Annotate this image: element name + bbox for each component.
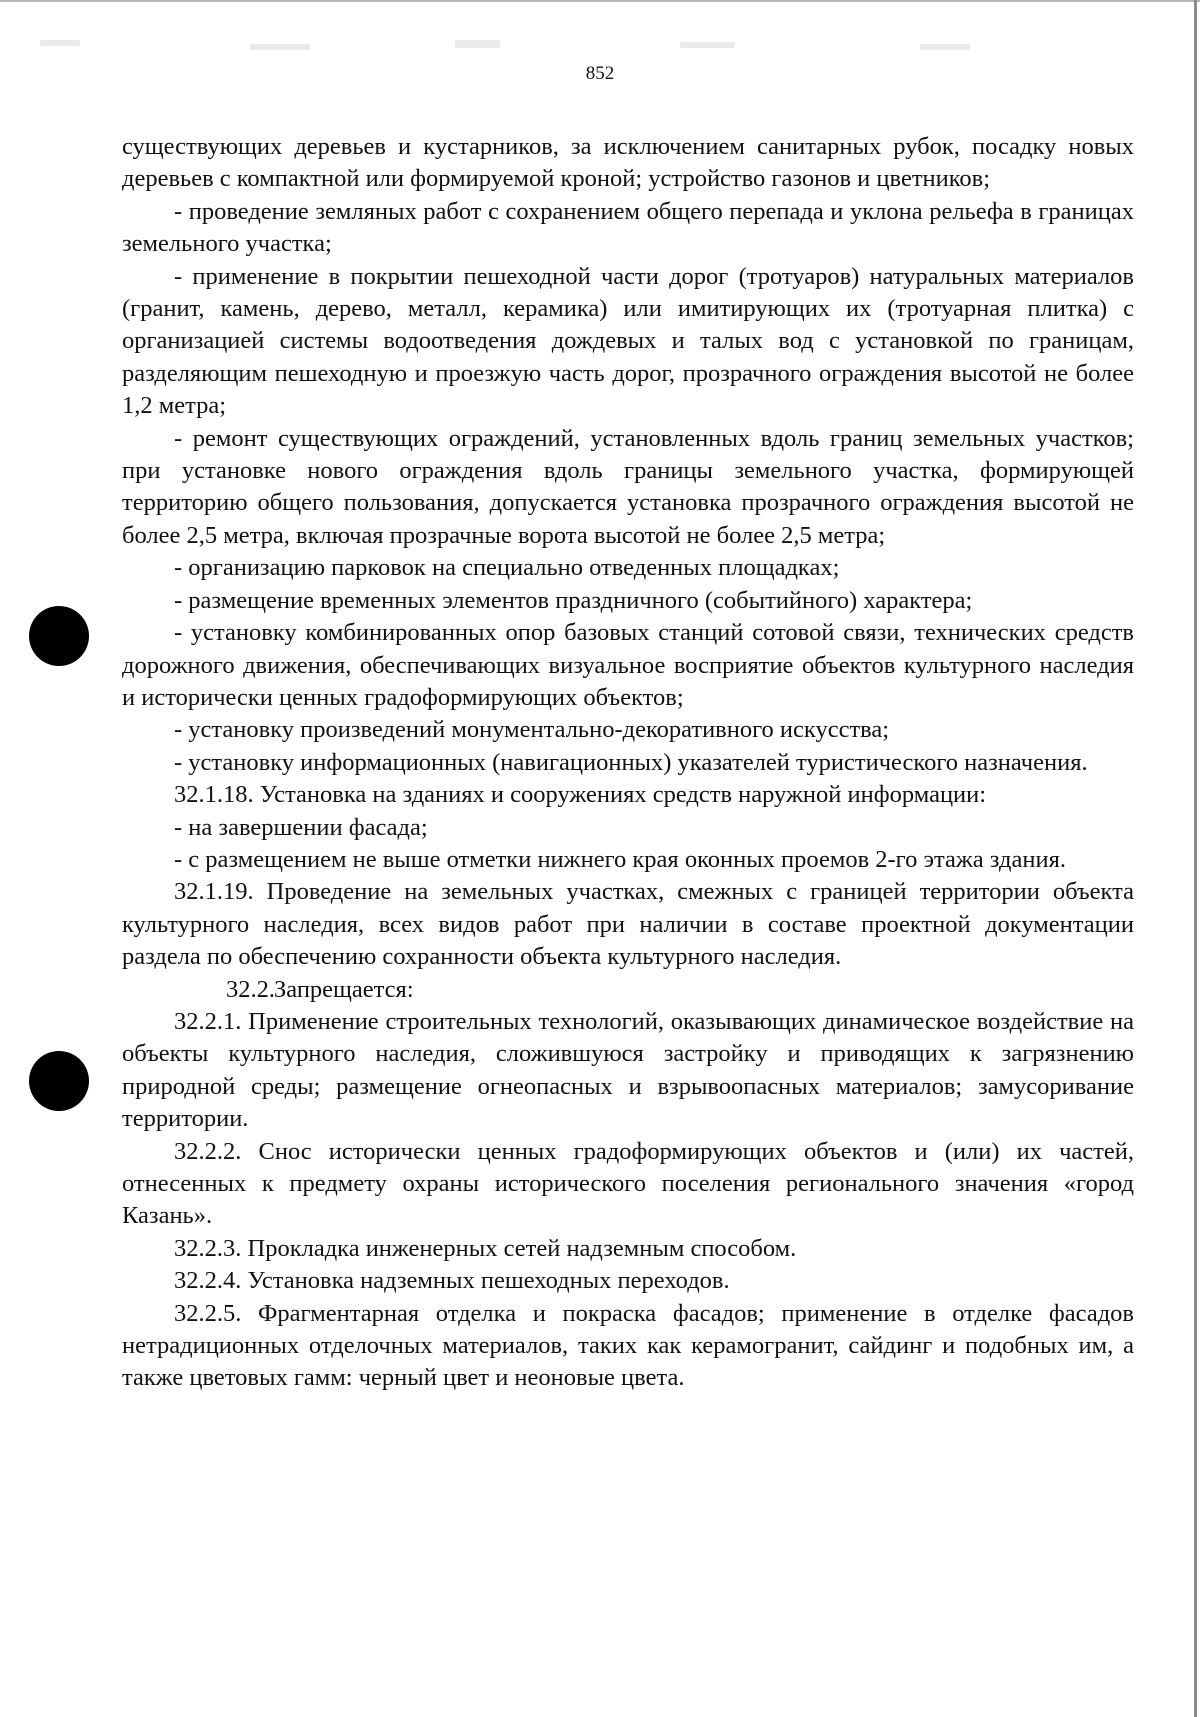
paragraph: - применение в покрытии пешеходной части дорог (тротуаров) натуральных материалов (гранит, камень, дерево, металл, керамика) или имитирующих их (тротуарная плитка) с организацией системы водоотведения дождевых и талых вод с установкой по границам, разделяющим пешеходную и проезжую часть дорог, прозрачного ограждения высотой не более 1,2 метра; bbox=[122, 262, 1134, 420]
paragraph: - установку произведений монументально-декоративного искусства; bbox=[174, 716, 890, 744]
scan-top-edge bbox=[0, 0, 1200, 2]
paragraph: - ремонт существующих ограждений, установленных вдоль границ земельных участков; при установке нового ограждения вдоль границы земельного участка, формирующей территорию общего пользования, допускается установка прозрачного ограждения высотой не более 2,5 метра, включая прозрачные ворота высотой не более 2,5 метра; bbox=[122, 424, 1134, 549]
scan-noise bbox=[920, 44, 970, 50]
scan-noise bbox=[455, 40, 500, 48]
paragraph: 32.2.1. Применение строительных технологий, оказывающих динамическое воздействие на объекты культурного наследия, сложившуюся застройку и приводящих к загрязнению природной среды; размещение огнеопасных и взрывоопасных материалов; замусоривание территории. bbox=[122, 1007, 1134, 1133]
paragraph: существующих деревьев и кустарников, за исключением санитарных рубок, посадку новых деревьев с компактной или формируемой кроной; устройство газонов и цветников; bbox=[122, 133, 1134, 193]
scan-noise bbox=[680, 42, 735, 48]
paragraph: 32.2.5. Фрагментарная отделка и покраска фасадов; применение в отделке фасадов нетрадиционных отделочных материалов, таких как керамогранит, сайдинг и подобных им, а также цветовых гамм: черный цвет и неоновые цвета. bbox=[122, 1299, 1134, 1392]
paragraph: - установку информационных (навигационных) указателей туристического назначения. bbox=[174, 748, 1088, 776]
scan-noise bbox=[40, 40, 80, 46]
section-heading: Запрещается: bbox=[274, 975, 414, 1003]
paragraph: 32.2.4. Установка надземных пешеходных переходов. bbox=[174, 1267, 730, 1295]
paragraph: 32.1.19. Проведение на земельных участках, смежных с границей территории объекта культурного наследия, всех видов работ при наличии в составе проектной документации раздела по обеспечению сохранности объекта культурного наследия. bbox=[122, 878, 1134, 971]
paragraph: - на завершении фасада; bbox=[174, 813, 428, 841]
document-body bbox=[122, 131, 1134, 1395]
paragraph: 32.2.3. Прокладка инженерных сетей надземным способом. bbox=[174, 1234, 797, 1262]
paragraph: - с размещением не выше отметки нижнего края оконных проемов 2-го этажа здания. bbox=[174, 845, 1067, 873]
scan-right-edge bbox=[1194, 0, 1197, 1717]
paragraph: - размещение временных элементов праздничного (событийного) характера; bbox=[174, 586, 973, 614]
punch-hole bbox=[29, 606, 89, 666]
page-number: 852 bbox=[585, 63, 615, 84]
scan-noise bbox=[250, 44, 310, 50]
punch-hole bbox=[29, 1051, 89, 1111]
paragraph: - установку комбинированных опор базовых станций сотовой связи, технических средств дорожного движения, обеспечивающих визуальное восприятие объектов культурного наследия и исторически ценных градоформирующих объектов; bbox=[122, 619, 1134, 711]
paragraph bbox=[122, 974, 1134, 1006]
paragraph: - организацию парковок на специально отведенных площадках; bbox=[174, 554, 840, 582]
paragraph: 32.1.18. Установка на зданиях и сооружениях средств наружной информации: bbox=[174, 781, 987, 809]
section-number: 32.2. bbox=[226, 975, 275, 1003]
paragraph: 32.2.2. Снос исторически ценных градоформирующих объектов и (или) их частей, отнесенных к предмету охраны исторического поселения регионального значения «город Казань». bbox=[122, 1137, 1134, 1230]
paragraph: - проведение земляных работ с сохранением общего перепада и уклона рельефа в границах земельного участка; bbox=[122, 197, 1134, 258]
